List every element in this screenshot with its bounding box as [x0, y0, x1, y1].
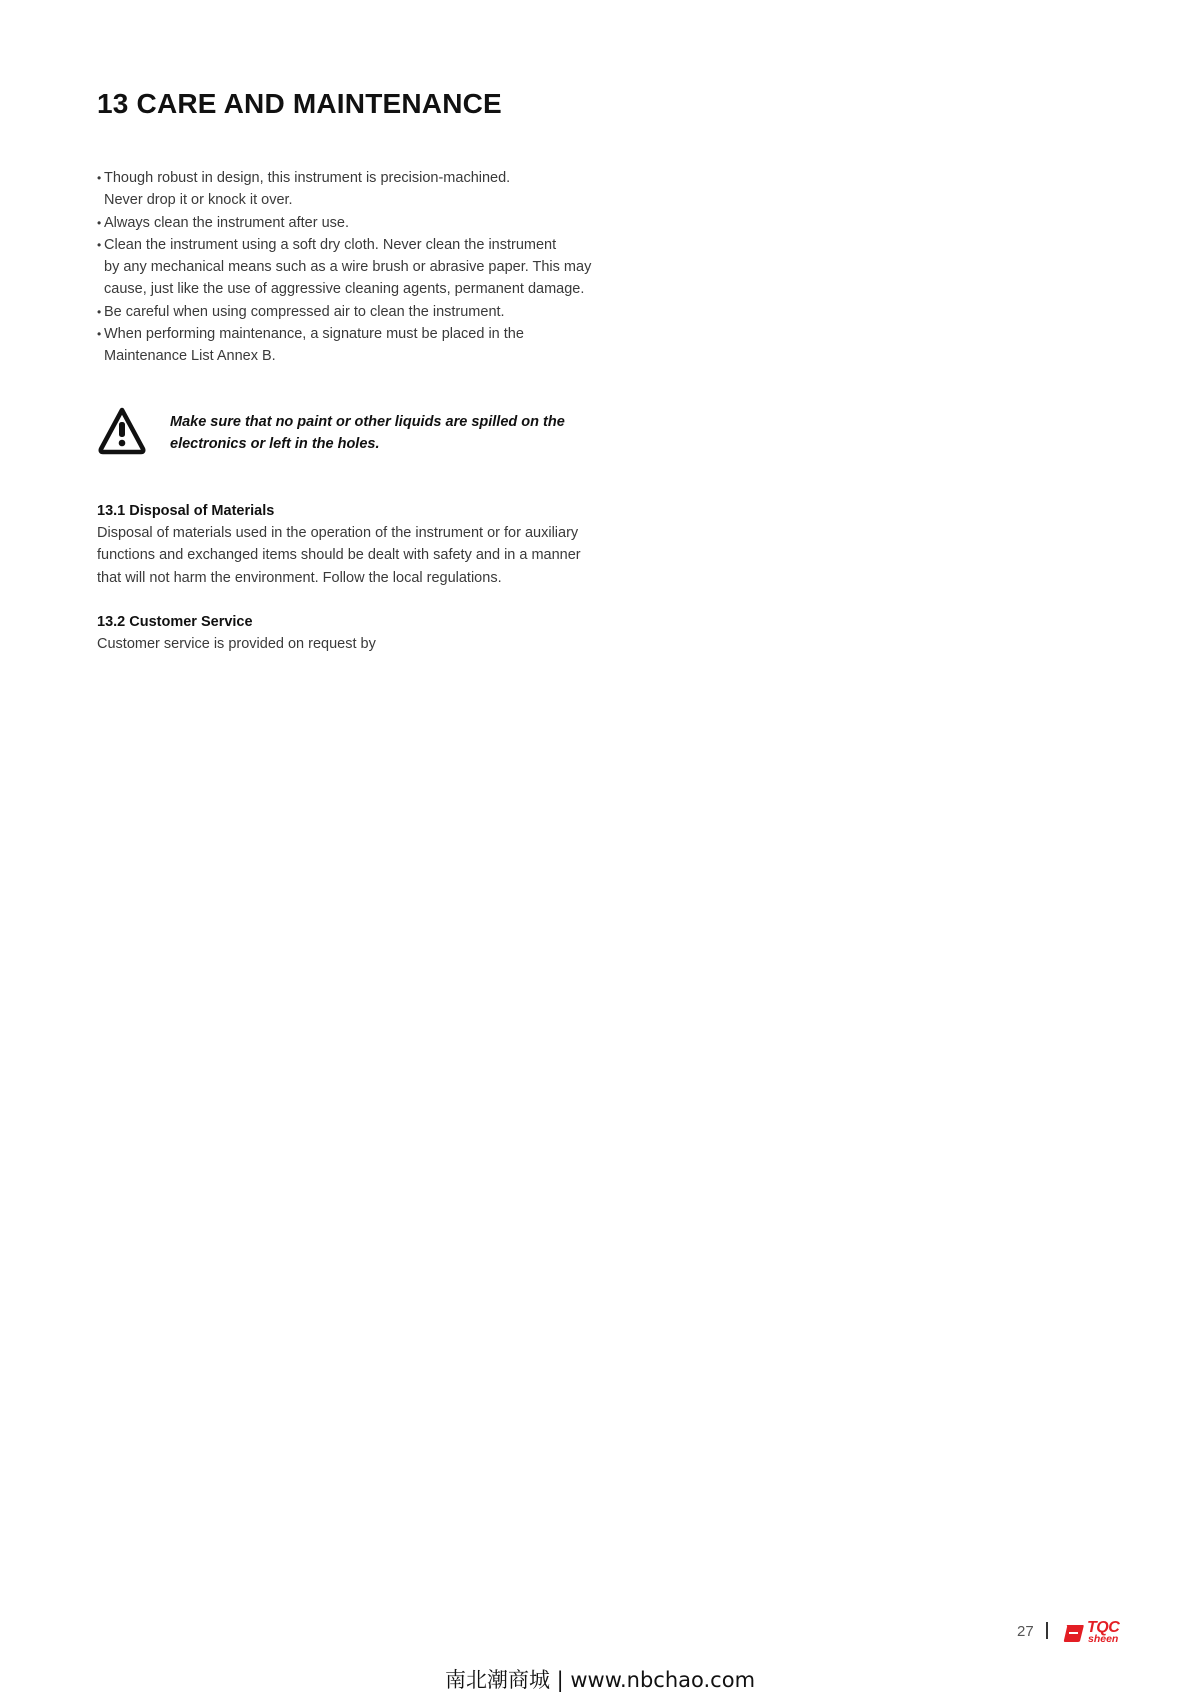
section-disposal [97, 500, 617, 589]
bullet-item: • Be careful when using compressed air to clean the instrument. [97, 301, 617, 323]
logo-mark-icon [1063, 1623, 1085, 1643]
section-heading: 13.2 Customer Service [97, 614, 253, 630]
site-watermark: 南北潮商城 | www.nbchao.com [444, 1668, 756, 1692]
section-body: Customer service is provided on request by [97, 636, 376, 652]
bullet-item: • Though robust in design, this instrument is precision-machined. Never drop it or knock it over. [97, 167, 617, 212]
page-title: 13 CARE AND MAINTENANCE [97, 88, 502, 119]
bullet-item: • Always clean the instrument after use. [97, 212, 617, 234]
bullet-item: • When performing maintenance, a signature must be placed in the Maintenance List Annex B. [97, 323, 617, 368]
section-heading: 13.1 Disposal of Materials [97, 503, 275, 519]
section-body: Disposal of materials used in the operation of the instrument or for auxiliary functions and exchanged items should be dealt with safety and in a manner that will not harm the environment. Follow the local regulations. [97, 525, 581, 586]
warning-callout [97, 406, 617, 460]
tqc-sheen-logo [1063, 1621, 1131, 1647]
section-customer-service [97, 611, 617, 655]
warning-text: Make sure that no paint or other liquids are spilled on the electronics or left in the holes. [170, 414, 565, 452]
warning-triangle-icon [97, 406, 147, 456]
bullet-item: • Clean the instrument using a soft dry cloth. Never clean the instrument by any mechanical means such as a wire brush or abrasive paper. This may cause, just like the use of aggressive cleaning agents, permanent damage. [97, 234, 617, 301]
footer-divider [1046, 1622, 1048, 1639]
page-number: 27 [1017, 1623, 1034, 1640]
logo-subtext: sheen [1088, 1633, 1119, 1645]
maintenance-bullet-list [97, 167, 617, 368]
logo-text: TQC [1087, 1619, 1120, 1636]
